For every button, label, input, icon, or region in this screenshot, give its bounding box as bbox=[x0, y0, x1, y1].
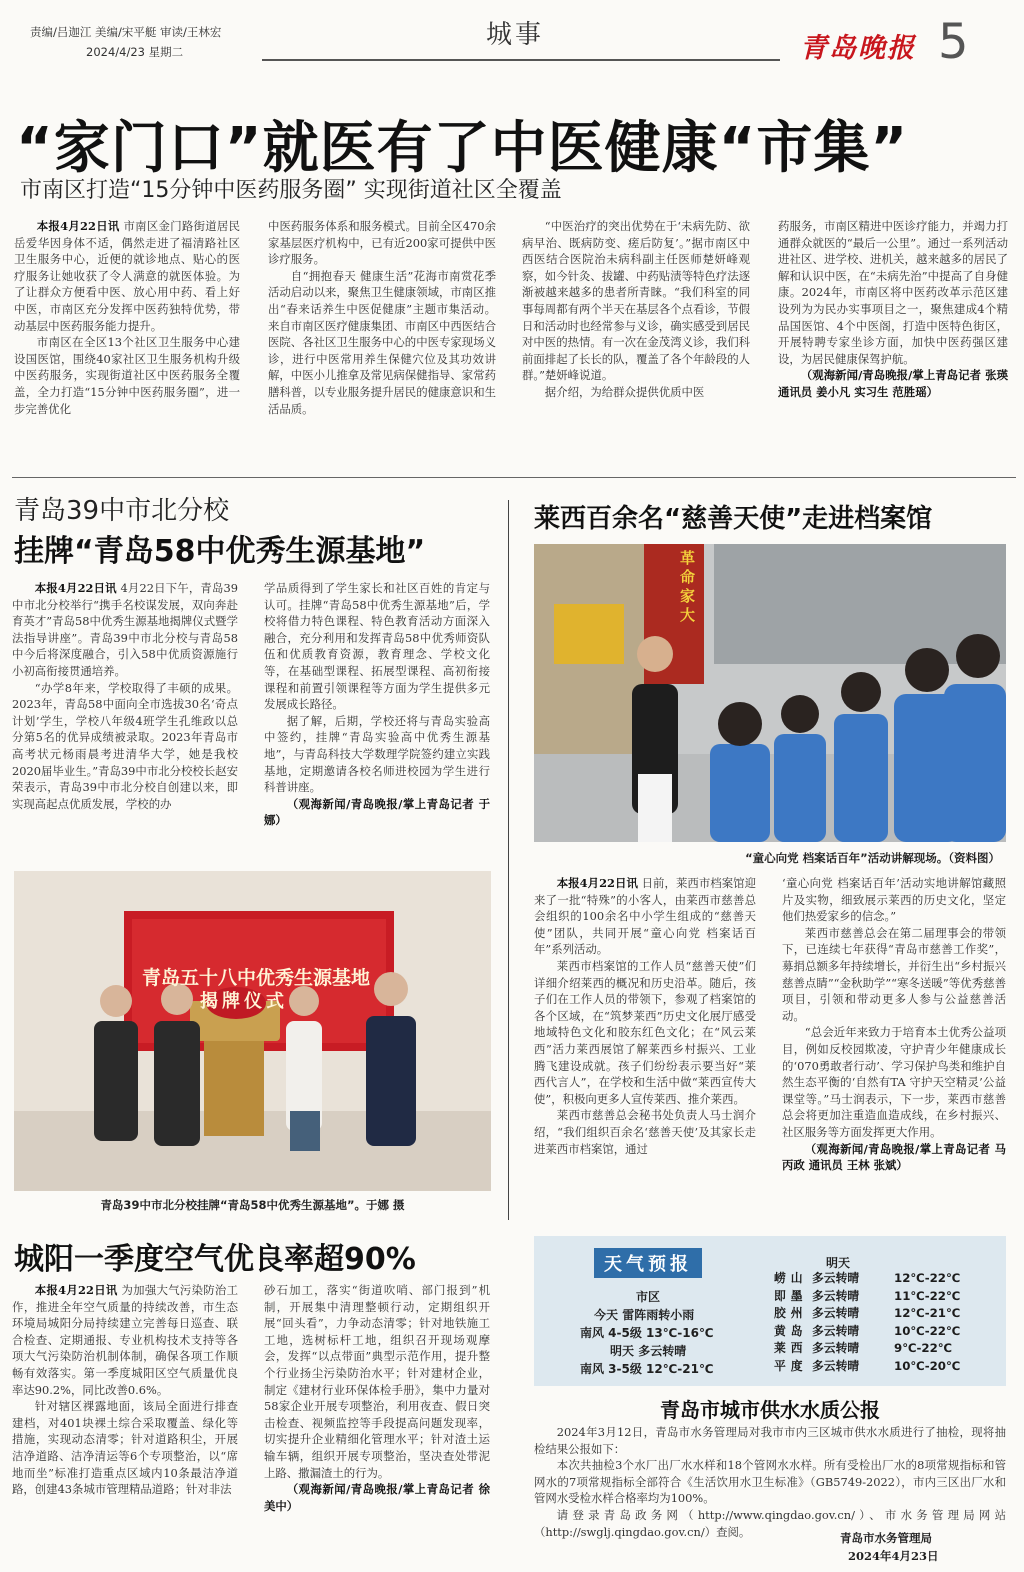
district-cond: 多云转晴 bbox=[812, 1323, 860, 1338]
school-headline: 挂牌“青岛58中优秀生源基地” bbox=[14, 534, 426, 569]
district-temp: 12℃-22℃ bbox=[894, 1271, 961, 1285]
lead-col1-text-b: 市南区在全区13个社区卫生服务中心建设国医馆，围绕40家社区卫生服务机构升级中医药服务，实现街道社区中医药服务全覆盖，全力打造“15分钟中医药服务圈”，进一步完善优化 bbox=[14, 335, 240, 416]
lead-subheadline: 市南区打造“15分钟中医药服务圈” 实现街道社区全覆盖 bbox=[20, 178, 562, 203]
district-temp: 12℃-21℃ bbox=[894, 1306, 961, 1321]
weather-today-temp: 13℃-16℃ bbox=[646, 1326, 714, 1340]
page-number: 5 bbox=[938, 14, 969, 70]
dateline: 本报4月22日讯 bbox=[36, 219, 120, 233]
district-cond: 多云转晴 bbox=[812, 1341, 860, 1356]
air-col1-text: 为加强大气污染防治工作，推进全年空气质量的持续改善，市生态环境局城阳分局持续建立完善每日巡查、联合检查、定期通报、专业机构技术支持等各项大气污染防治机制体制，确保各项工作顺畅有效落实。第一季度城阳区空气质量优良率达90.2%，同比改善0.6%。 bbox=[12, 1283, 238, 1397]
archive-col2-text-c: “总会近年来致力于培育本土优秀公益项目，例如反校园欺凌，守护青少年健康成长的‘070勇敢者行动’、学习保护鸟类和维护自然生态平衡的‘自然有TA 守护天空精灵’公益课堂等。”马士润表示，下一步，莱西市慈善总会将更加注重造血造成线，在乡村振兴、社区服务等方面发挥更大作用。 bbox=[782, 1025, 1006, 1139]
district-temp: 10℃-20℃ bbox=[894, 1358, 961, 1373]
air-headline: 城阳一季度空气优良率超90% bbox=[14, 1242, 416, 1277]
weather-today-label: 今天 bbox=[594, 1308, 619, 1322]
lead-col-2 bbox=[268, 218, 496, 468]
school-col2-text: 学品质得到了学生家长和社区百姓的肯定与认可。挂牌“青岛58中优秀生源基地”后，学校将借力特色课程、特色教育活动方面深入融合，充分利用和发挥青岛58中优秀师资队伍和优质教育资源，教育理念、学校文化等，在基础型课程、拓展型课程、高初衔接课程和前置引领课程等方面为学生提供多元发展成长路径。 bbox=[264, 581, 490, 712]
archive-credit: （观海新闻/青岛晚报/掌上青岛记者 马丙政 通讯员 王林 张斌） bbox=[782, 1141, 1006, 1173]
school-photo-caption: 青岛39中市北分校挂牌“青岛58中优秀生源基地”。于娜 摄 bbox=[100, 1198, 405, 1212]
weather-tomorrow-wind: 南风 3-5级 bbox=[580, 1362, 642, 1376]
air-credit: （观海新闻/青岛晚报/掌上青岛记者 徐美中） bbox=[264, 1482, 490, 1513]
school-kicker: 青岛39中市北分校 bbox=[14, 496, 230, 526]
weather-today-detail bbox=[580, 1324, 714, 1341]
archive-headline: 莱西百余名“慈善天使”走进档案馆 bbox=[534, 504, 933, 534]
district-name: 胶州 bbox=[774, 1306, 808, 1321]
archive-visit-photo bbox=[534, 544, 1006, 842]
weather-box bbox=[534, 1236, 1006, 1386]
school-col1-text: 4月22日下午，青岛39中市北分校举行“携手名校谋发展，双向奔赴育英才”青岛58中优秀生源基地揭牌仪式暨学法指导讲座”。青岛39中市北分校与青岛58中今后将深度融合，引入58中优质资源施行小初高衔接贯通培养。 bbox=[12, 581, 238, 678]
water-p3: 请登录青岛政务网（http://www.qingdao.gov.cn/）、市水务管理局网站（http://swglj.qingdao.gov.cn/）查阅。 bbox=[534, 1507, 1006, 1539]
editors-line: 责编/吕迦江 美编/宋平艇 审读/王林宏 bbox=[30, 25, 222, 39]
weather-tomorrow-label: 明天 bbox=[610, 1344, 635, 1358]
district-cond: 多云转晴 bbox=[812, 1306, 860, 1321]
district-row bbox=[774, 1358, 1004, 1376]
archive-col-2 bbox=[782, 875, 1006, 1220]
weather-today-wind: 南风 4-5级 bbox=[580, 1326, 642, 1340]
weather-tomorrow bbox=[610, 1342, 686, 1359]
district-row bbox=[774, 1323, 1004, 1341]
archive-col1-text-b: 莱西市档案馆的工作人员“慈善天使”们详细介绍莱西的概况和历史沿革。随后，孩子们在工作人员的带领下，参观了档案馆的各个区域，在“筑梦莱西”历史文化展厅感受地域特色文化和胶东红色文化；在“风云莱西”活力莱西展馆了解莱西乡村振兴、工业腾飞建设成就。孩子们纷纷表示要当好“莱西代言人”，在学校和生活中做“莱西宣传大使”，积极向更多人宣传莱西、推介莱西。 bbox=[534, 958, 756, 1106]
weather-tomorrow-temp: 12℃-21℃ bbox=[646, 1362, 714, 1376]
section-title: 城事 bbox=[486, 20, 545, 50]
weather-district-list bbox=[774, 1270, 1004, 1376]
lead-col3-text-b: 据介绍，为给群众提供优质中医 bbox=[544, 384, 705, 399]
header-rule bbox=[262, 59, 780, 61]
water-p1: 2024年3月12日，青岛市水务管理局对我市市内三区城市供水水质进行了抽检，现将抽检结果公报如下： bbox=[534, 1425, 1006, 1456]
district-row bbox=[774, 1305, 1004, 1323]
section-divider-1 bbox=[12, 477, 1016, 478]
weather-districts-header: 明天 bbox=[826, 1256, 851, 1270]
school-dateline: 本报4月22日讯 bbox=[34, 581, 117, 595]
weather-today bbox=[594, 1306, 694, 1323]
archive-illustration bbox=[534, 544, 1006, 842]
school-ceremony-photo bbox=[14, 871, 491, 1191]
archive-col1-text: 日前，莱西市档案馆迎来了一批“特殊”的小客人，由莱西市慈善总会组织的100余名中小学生组成的“慈善天使”团队，共同开展“童心向党 档案话百年”系列活动。 bbox=[534, 876, 757, 957]
masthead-logo: 青岛晚报 bbox=[800, 33, 916, 64]
archive-col-1 bbox=[534, 875, 756, 1220]
district-row bbox=[774, 1340, 1004, 1358]
air-col-2 bbox=[264, 1282, 490, 1567]
air-dateline: 本报4月22日讯 bbox=[34, 1283, 118, 1297]
weather-badge: 天气预报 bbox=[594, 1248, 702, 1278]
lead-col-1 bbox=[14, 218, 240, 468]
archive-col1-text-c: 莱西市慈善总会秘书处负责人马士润介绍，“我们组织百余名‘慈善天使’及其家长走进莱西市档案馆，通过 bbox=[534, 1108, 756, 1156]
district-row bbox=[774, 1288, 1004, 1306]
water-headline: 青岛市城市供水水质公报 bbox=[660, 1398, 880, 1422]
school-col1-text-b: “办学8年来，学校取得了丰硕的成果。2023年，青岛58中面向全市选拔30名‘奇点计划’学生，学校八年级4班学生孔维政以总分第5名的优异成绩被录取。2023年青岛市高考状元杨雨晨考进清华大学，她是我校2020届毕业生。”青岛39中市北分校校长赵安荣表示，青岛39中市北分校自创建以来，即实现高起点优质发展，学校的办 bbox=[12, 680, 238, 811]
district-temp: 10℃-22℃ bbox=[894, 1323, 961, 1338]
lead-col4-text: 药服务，市南区精进中医诊疗能力，并竭力打通群众就医的“最后一公里”。通过一系列活动进社区、进学校、进机关，越来越多的居民了解和认识中医，在“未病先治”中提高了自身健康。2024年，市南区将中医药改革示范区建设列为为民办实事项目之一，聚焦建成4个精品国医馆、4个中医阁，打造中医特色街区，开展特聘专家坐诊方面，加快中医药强区建设，为居民健康保驾护航。 bbox=[778, 219, 1008, 366]
lead-col2-text: 中医药服务体系和服务模式。目前全区470余家基层医疗机构中，已有近200家可提供中医诊疗服务。 bbox=[268, 219, 496, 267]
air-col2-text: 砂石加工，落实“街道吹哨、部门报到”机制，开展集中清理整顿行动，定期组织开展“回头看”，力争动态清零；针对地铁施工工地，选树标杆工地，组织召开现场观摩会，发挥“以点带面”典型示范作用，提升整个行业扬尘污染防治水平；针对建材企业，制定《建材行业环保体检手册》，集中力量对58家企业开展专项整治，利用夜查、假日突击检查、视频监控等手段提高问题发现率，切实提升企业精细化管理水平；针对渣土运输车辆，组织开展专项整治，坚决查处带泥上路、撒漏渣土的行为。 bbox=[264, 1283, 490, 1480]
school-col2-text-b: 据了解，后期，学校还将与青岛实验高中签约，挂牌“青岛实验高中优秀生源基地”，与青岛科技大学数理学院签约建立实践基地，定期邀请各校名师进校园为学生进行科普讲座。 bbox=[264, 713, 490, 795]
air-col-1 bbox=[12, 1282, 238, 1567]
lead-col3-text: “中医治疗的突出优势在于‘未病先防、欲病早治、既病防变、瘥后防复’。”据市南区中西医结合医院治未病科副主任医师楚妍峰观察，如今针灸、拔罐、中药贴渍等特色疗法逐渐被越来越多的患者所青睐。“我们科室的同事每周都有两个半天在基层各个点看诊，节假日和活动时也经常参与义诊，确实感受到居民对中医的热情。有一次在金茂湾义诊，我们科前面排起了长长的队，覆盖了各个年龄段的人群。”楚妍峰说道。 bbox=[522, 219, 750, 383]
weather-today-cond: 雷阵雨转小雨 bbox=[622, 1308, 695, 1322]
school-col-2 bbox=[264, 580, 490, 858]
ceremony-illustration bbox=[14, 871, 491, 1191]
district-row bbox=[774, 1270, 1004, 1288]
lead-col-3 bbox=[522, 218, 750, 468]
school-col-1 bbox=[12, 580, 238, 858]
issue-date: 2024/4/23 星期二 bbox=[86, 45, 184, 59]
archive-col2-text: ‘童心向党 档案话百年’活动实地讲解馆藏照片及实物，细致展示莱西的历史文化，坚定他们热爱家乡的信念。” bbox=[782, 876, 1006, 924]
district-name: 崂山 bbox=[774, 1271, 808, 1285]
weather-city-label: 市区 bbox=[636, 1290, 661, 1304]
school-credit: （观海新闻/青岛晚报/掌上青岛记者 于娜） bbox=[264, 796, 490, 828]
water-p2: 本次共抽检3个水厂出厂水水样和18个管网水水样。所有受检出厂水的8项常规指标和管网水的7项常规指标全部符合《生活饮用水卫生标准》（GB5749-2022），市内三区出厂水和管网水受检水样合格率均为100%。 bbox=[534, 1458, 1006, 1506]
district-name: 平度 bbox=[774, 1358, 808, 1373]
lead-headline: “家门口”就医有了中医健康“市集” bbox=[16, 116, 909, 181]
district-name: 黄岛 bbox=[774, 1323, 808, 1338]
water-signature: 青岛市水务管理局 bbox=[840, 1531, 932, 1545]
lead-col2-text-b: 自“拥抱春天 健康生活”花海市南赏花季活动启动以来，聚焦卫生健康领域，市南区推出“春来话养生中医促健康”主题市集活动。来自市南区医疗健康集团、市南区中西医结合医院、各社区卫生服务中心的中医专家现场义诊，进行中医常用养生保健穴位及其功效讲解，中医小儿推拿及常见病保健指导、家常药膳科普，以专业服务提升居民的健康意识和生活品质。 bbox=[268, 268, 496, 416]
archive-wall-sign: 革命家大 bbox=[678, 550, 696, 626]
weather-tomorrow-cond: 多云转晴 bbox=[638, 1344, 687, 1358]
district-name: 莱西 bbox=[774, 1341, 808, 1356]
water-body bbox=[534, 1424, 1006, 1539]
district-cond: 多云转晴 bbox=[812, 1358, 860, 1373]
weather-tomorrow-detail bbox=[580, 1360, 714, 1377]
lead-col-4 bbox=[778, 218, 1008, 468]
air-col1-text-b: 针对辖区裸露地面，该局全面进行排查建档，对401块裸土综合采取覆盖、绿化等措施，实现动态清零；针对道路积尘，开展洁净道路、洁净清运等6个专项整治，以“席地而坐”标准打造重点区域内10条最洁净道路，创建43条城市管理精品道路；针对非法 bbox=[12, 1399, 238, 1497]
vertical-divider bbox=[508, 500, 509, 1220]
archive-col2-text-b: 莱西市慈善总会在第二届理事会的带领下，已连续七年获得“青岛市慈善工作奖”，募捐总额多年持续增长，并衍生出“乡村振兴 慈善点睛”“金秋助学”“寒冬送暖”等优秀慈善项目，引领和带动更多人参与公益慈善活动。 bbox=[782, 925, 1006, 1023]
district-cond: 多云转晴 bbox=[812, 1271, 860, 1285]
water-signature-date: 2024年4月23日 bbox=[848, 1549, 939, 1563]
lead-col1-text: 市南区金门路街道居民岳爱华因身体不适，偶然走进了福清路社区卫生服务中心，近便的就诊地点、贴心的医疗服务让她收获了令人满意的就医体验。为了让群众方便看中医、放心用中药、看上好中医，市南区充分发挥中医药独特优势，带动基层中医药服务能力提升。 bbox=[14, 219, 240, 333]
district-temp: 9℃-22℃ bbox=[894, 1341, 953, 1356]
ceremony-banner-sub: 揭牌仪式 bbox=[200, 991, 288, 1012]
district-name: 即墨 bbox=[774, 1288, 808, 1303]
archive-dateline: 本报4月22日讯 bbox=[556, 876, 638, 890]
district-temp: 11℃-22℃ bbox=[894, 1288, 961, 1303]
district-cond: 多云转晴 bbox=[812, 1288, 860, 1303]
archive-photo-caption: “童心向党 档案话百年”活动讲解现场。（资料图） bbox=[745, 851, 1000, 865]
lead-credit: （观海新闻/青岛晚报/掌上青岛记者 张瑛 通讯员 姜小凡 实习生 范胜瑶） bbox=[778, 368, 1008, 399]
ceremony-banner-title: 青岛五十八中优秀生源基地 bbox=[142, 967, 371, 989]
